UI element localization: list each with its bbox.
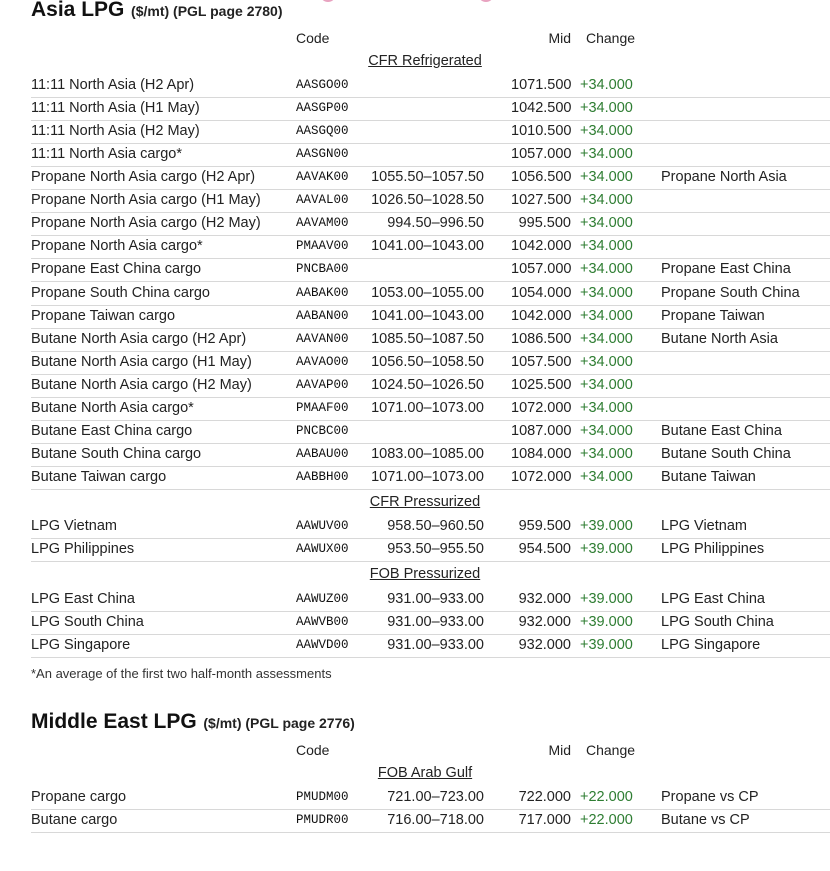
- assessment-code: AAVAN00: [296, 331, 349, 346]
- product-name: Butane North Asia cargo (H1 May): [31, 353, 252, 370]
- mid-price: 1054.000: [511, 284, 572, 301]
- price-range: 1085.50–1087.50: [371, 330, 484, 347]
- product-name: 11:11 North Asia (H1 May): [31, 100, 200, 117]
- assessment-code: AAWUZ00: [296, 592, 349, 606]
- mid-price: 1084.000: [511, 445, 572, 462]
- mid-price: 1027.500: [511, 192, 572, 209]
- table-row: [31, 538, 830, 562]
- price-change: +34.000: [580, 192, 633, 209]
- assessment-code: AABAK00: [296, 285, 349, 300]
- mid-price: 932.000: [518, 591, 571, 607]
- table-row: [31, 166, 830, 190]
- table-row: [31, 97, 830, 121]
- table-row: [31, 611, 830, 635]
- assessment-code: PNCBC00: [296, 423, 349, 438]
- price-range: 1041.00–1043.00: [371, 238, 484, 255]
- table-row: [31, 258, 830, 282]
- price-change: +34.000: [580, 469, 633, 486]
- price-range: 1055.50–1057.50: [371, 169, 484, 186]
- product-name: 11:11 North Asia (H2 Apr): [31, 77, 195, 93]
- price-range: 1071.00–1073.00: [371, 399, 484, 416]
- product-name: Butane East China cargo: [31, 422, 193, 439]
- price-change: +22.000: [580, 812, 633, 828]
- benchmark-note: LPG South China: [661, 614, 774, 630]
- assessment-code: PNCBA00: [296, 262, 349, 277]
- price-change: +34.000: [580, 399, 633, 416]
- benchmark-note: Propane North Asia: [661, 169, 787, 186]
- price-change: +34.000: [580, 353, 633, 370]
- price-change: +39.000: [580, 614, 633, 630]
- decorative-shape: [478, 0, 494, 2]
- assessment-code: AAWUV00: [296, 519, 349, 533]
- assessment-code: AAVAM00: [296, 216, 349, 231]
- benchmark-note: LPG Singapore: [661, 637, 761, 653]
- assessment-code: AAWUX00: [296, 542, 349, 556]
- price-change: +39.000: [580, 541, 633, 557]
- table-row: [31, 634, 830, 658]
- assessment-code: AASGQ00: [296, 124, 349, 139]
- mid-price: 1042.000: [511, 238, 572, 255]
- assessment-code: AAVAL00: [296, 193, 349, 208]
- price-range: 1024.50–1026.50: [371, 376, 484, 393]
- table-row: [31, 189, 830, 213]
- product-name: Butane North Asia cargo*: [31, 399, 194, 416]
- table-row: [31, 515, 830, 539]
- table-row: [31, 351, 830, 375]
- price-change: +34.000: [580, 77, 633, 93]
- price-change: +34.000: [580, 215, 633, 232]
- mid-price: 1087.000: [511, 422, 572, 439]
- product-name: Propane North Asia cargo (H2 Apr): [31, 169, 256, 186]
- price-range: 994.50–996.50: [387, 215, 484, 232]
- code-header: Code: [296, 742, 330, 758]
- benchmark-note: Propane Taiwan: [661, 307, 765, 324]
- price-change: +34.000: [580, 238, 633, 255]
- assessment-code: PMAAV00: [296, 239, 349, 254]
- table-row: [31, 809, 830, 833]
- mid-price: 1057.000: [511, 146, 572, 163]
- price-range: 1041.00–1043.00: [371, 307, 484, 324]
- product-name: Propane North Asia cargo (H1 May): [31, 192, 261, 209]
- table-row: [31, 305, 830, 329]
- mid-price: 1086.500: [511, 330, 572, 347]
- price-change: +34.000: [580, 100, 633, 117]
- table-row: [31, 143, 830, 167]
- price-change: +34.000: [580, 307, 633, 324]
- decorative-shape: [320, 0, 336, 2]
- product-name: Propane Taiwan cargo: [31, 307, 176, 324]
- table-row: [31, 328, 830, 352]
- mid-price: 995.500: [518, 215, 571, 232]
- assessment-code: AABBH00: [296, 470, 349, 485]
- price-change: +34.000: [580, 376, 633, 393]
- table-row: [31, 212, 830, 236]
- mid-price: 1056.500: [511, 169, 572, 186]
- mid-price: 1042.000: [511, 307, 572, 324]
- footnote: *An average of the first two half-month assessments: [31, 666, 332, 681]
- assessment-code: PMAAF00: [296, 400, 349, 415]
- price-range: 1083.00–1085.00: [371, 445, 484, 462]
- mid-price: 1057.500: [511, 353, 572, 370]
- mid-price: 1025.500: [511, 376, 572, 393]
- product-name: Propane North Asia cargo (H2 May): [31, 215, 261, 232]
- mid-price: 1010.500: [511, 123, 572, 140]
- price-change: +34.000: [580, 445, 633, 462]
- price-range: 931.00–933.00: [387, 614, 484, 630]
- product-name: Butane North Asia cargo (H2 May): [31, 376, 252, 393]
- table-row: [31, 443, 830, 467]
- benchmark-note: Butane North Asia: [661, 330, 778, 347]
- product-name: Butane cargo: [31, 812, 118, 828]
- mid-price: 1057.000: [511, 261, 572, 278]
- change-header: Change: [586, 30, 636, 46]
- mid-header: Mid: [548, 742, 571, 758]
- product-name: Propane North Asia cargo*: [31, 238, 203, 255]
- price-change: +34.000: [580, 330, 633, 347]
- price-change: +34.000: [580, 169, 633, 186]
- assessment-code: AAVAK00: [296, 170, 349, 185]
- change-header: Change: [586, 742, 636, 758]
- mid-price: 959.500: [518, 518, 571, 534]
- mid-price: 717.000: [518, 812, 571, 828]
- price-range: 721.00–723.00: [387, 789, 484, 805]
- price-change: +34.000: [580, 422, 633, 439]
- product-name: LPG Singapore: [31, 637, 131, 653]
- assessment-code: AAVAP00: [296, 377, 349, 392]
- benchmark-note: Butane vs CP: [661, 812, 750, 828]
- assessment-code: AAWVB00: [296, 615, 349, 629]
- section-label: CFR Refrigerated: [368, 53, 482, 69]
- product-name: Propane cargo: [31, 789, 127, 805]
- benchmark-note: Propane South China: [661, 284, 800, 301]
- product-name: 11:11 North Asia cargo*: [31, 146, 182, 163]
- benchmark-note: Propane vs CP: [661, 789, 759, 805]
- benchmark-note: Propane East China: [661, 261, 791, 278]
- price-range: 716.00–718.00: [387, 812, 484, 828]
- product-name: Propane South China cargo: [31, 284, 210, 301]
- table-row: [31, 120, 830, 144]
- asia-lpg-title: Asia LPG ($/mt) (PGL page 2780): [31, 0, 283, 21]
- benchmark-note: Butane Taiwan: [661, 469, 756, 486]
- price-range: 953.50–955.50: [387, 541, 484, 557]
- table-row: [31, 786, 830, 810]
- table-row: [31, 588, 830, 612]
- product-name: Propane East China cargo: [31, 261, 202, 278]
- mid-price: 932.000: [518, 637, 571, 653]
- mid-price: 932.000: [518, 614, 571, 630]
- table-row: [31, 397, 830, 421]
- price-range: 1026.50–1028.50: [371, 192, 484, 209]
- table-row: [31, 420, 830, 444]
- assessment-code: AABAN00: [296, 308, 349, 323]
- price-range: 931.00–933.00: [387, 637, 484, 653]
- price-range: 1056.50–1058.50: [371, 353, 484, 370]
- mid-price: 1072.000: [511, 469, 572, 486]
- mid-price: 1072.000: [511, 399, 572, 416]
- product-name: LPG South China: [31, 614, 144, 630]
- mid-price: 722.000: [518, 789, 571, 805]
- assessment-code: PMUDR00: [296, 813, 349, 827]
- section-label: FOB Arab Gulf: [377, 765, 473, 781]
- mid-header: Mid: [548, 30, 571, 46]
- assessment-code: AABAU00: [296, 446, 349, 461]
- price-change: +39.000: [580, 637, 633, 653]
- mid-price: 954.500: [518, 541, 571, 557]
- table-row: [31, 466, 830, 490]
- assessment-code: AASGN00: [296, 147, 349, 162]
- assessment-code: AAVAO00: [296, 354, 349, 369]
- assessment-code: AAWVD00: [296, 638, 349, 652]
- table-row: [31, 74, 830, 98]
- product-name: LPG Philippines: [31, 541, 135, 557]
- section-label: CFR Pressurized: [369, 494, 481, 510]
- product-name: LPG Vietnam: [31, 518, 117, 534]
- product-name: Butane Taiwan cargo: [31, 469, 167, 486]
- price-change: +34.000: [580, 123, 633, 140]
- price-change: +39.000: [580, 591, 633, 607]
- benchmark-note: Butane East China: [661, 422, 782, 439]
- price-range: 958.50–960.50: [387, 518, 484, 534]
- benchmark-note: Butane South China: [661, 445, 791, 462]
- section-label: FOB Pressurized: [369, 566, 481, 582]
- product-name: Butane North Asia cargo (H2 Apr): [31, 330, 247, 347]
- price-change: +22.000: [580, 789, 633, 805]
- benchmark-note: LPG Vietnam: [661, 518, 747, 534]
- product-name: 11:11 North Asia (H2 May): [31, 123, 200, 140]
- product-name: Butane South China cargo: [31, 445, 202, 462]
- product-name: LPG East China: [31, 591, 135, 607]
- middle-east-lpg-title: Middle East LPG ($/mt) (PGL page 2776): [31, 710, 355, 733]
- mid-price: 1042.500: [511, 100, 572, 117]
- table-row: [31, 235, 830, 259]
- price-range: 931.00–933.00: [387, 591, 484, 607]
- code-header: Code: [296, 30, 330, 46]
- mid-price: 1071.500: [511, 77, 572, 93]
- price-change: +34.000: [580, 261, 633, 278]
- assessment-code: AASGP00: [296, 101, 349, 116]
- price-change: +34.000: [580, 284, 633, 301]
- benchmark-note: LPG Philippines: [661, 541, 765, 557]
- price-change: +39.000: [580, 518, 633, 534]
- assessment-code: AASGO00: [296, 78, 349, 92]
- table-row: [31, 374, 830, 398]
- price-change: +34.000: [580, 146, 633, 163]
- price-range: 1053.00–1055.00: [371, 284, 484, 301]
- assessment-code: PMUDM00: [296, 790, 349, 804]
- benchmark-note: LPG East China: [661, 591, 765, 607]
- table-row: [31, 282, 830, 306]
- price-range: 1071.00–1073.00: [371, 469, 484, 486]
